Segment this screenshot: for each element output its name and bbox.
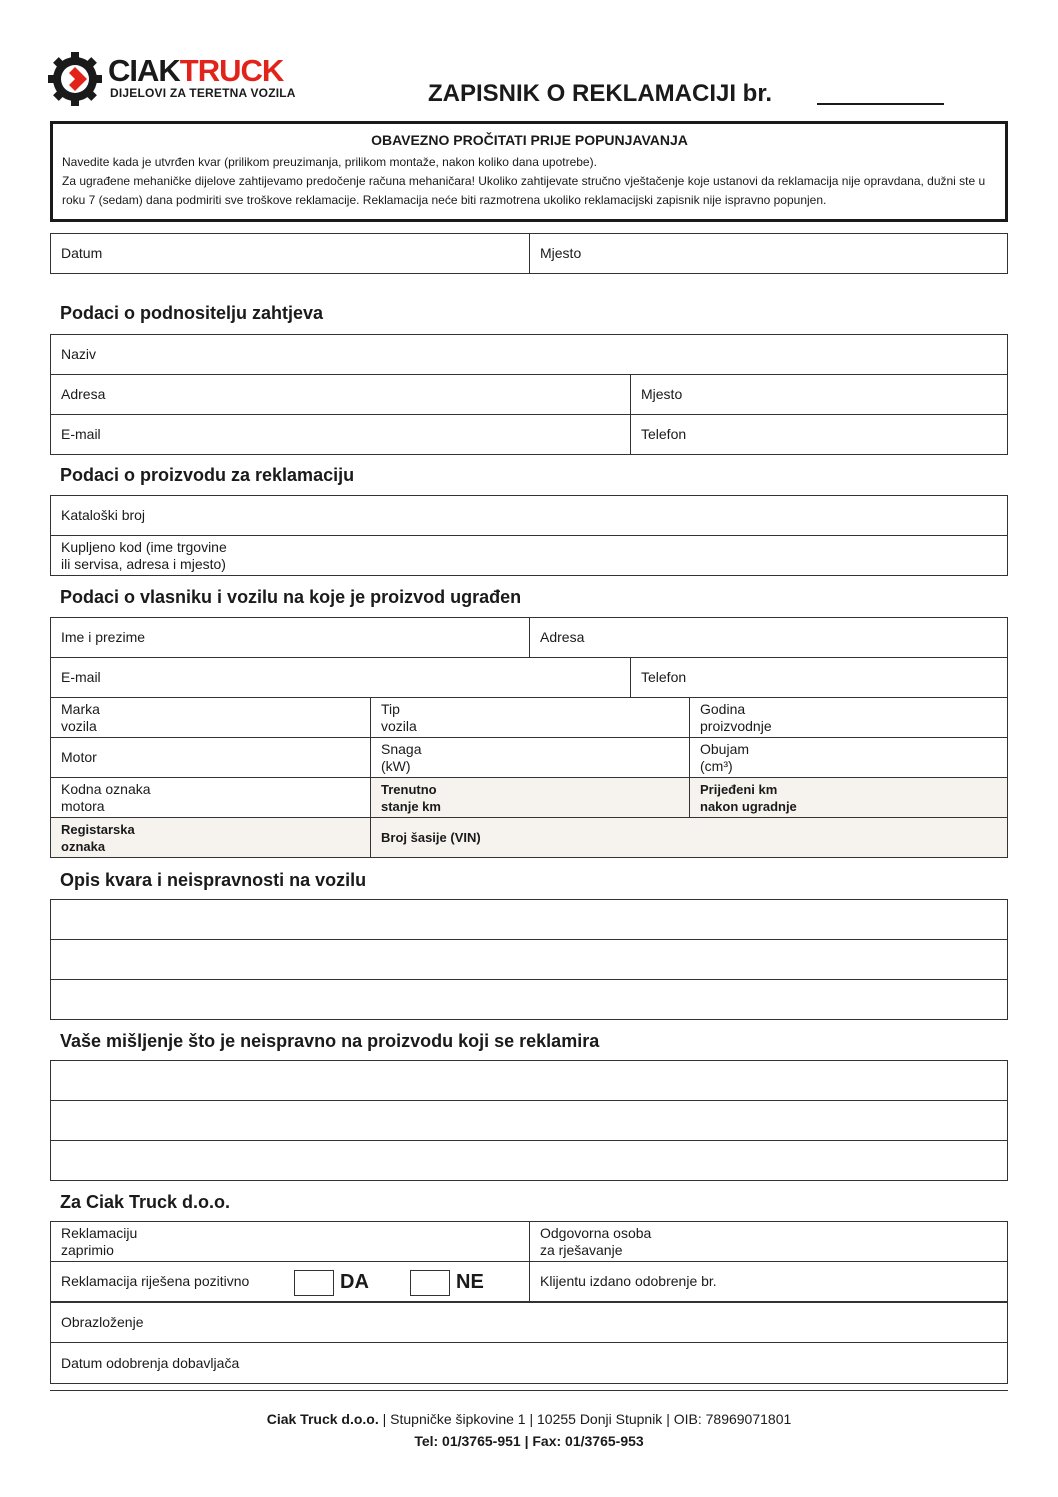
footer-divider bbox=[50, 1390, 1008, 1391]
applicant-name-row bbox=[50, 334, 1008, 375]
vehicle-row-1 bbox=[50, 697, 1008, 738]
vehicle-make-label-2: vozila bbox=[61, 717, 97, 734]
vin-label: Broj šasije (VIN) bbox=[381, 830, 481, 845]
owner-email-label: E-mail bbox=[61, 669, 101, 685]
registration-field[interactable] bbox=[51, 818, 370, 857]
owner-phone-field[interactable] bbox=[630, 658, 1007, 697]
fault-line-3[interactable] bbox=[50, 979, 1008, 1020]
yes-label: DA bbox=[340, 1271, 369, 1293]
footer-address-text: | Stupničke šipkovine 1 | 10255 Donji Stupnik | OIB: 78969071801 bbox=[382, 1411, 792, 1427]
opinion-line-2[interactable] bbox=[50, 1100, 1008, 1141]
power-field[interactable] bbox=[370, 738, 689, 777]
vehicle-type-label-2: vozila bbox=[381, 717, 417, 734]
engine-field[interactable] bbox=[51, 738, 370, 777]
displacement-label-2: (cm³) bbox=[700, 757, 733, 774]
catalog-number-field[interactable] bbox=[51, 496, 1007, 535]
purchased-from-field[interactable] bbox=[51, 536, 1007, 575]
purchased-row bbox=[50, 535, 1008, 576]
vin-field[interactable] bbox=[370, 818, 1007, 857]
displacement-field[interactable] bbox=[689, 738, 1007, 777]
applicant-contact-row bbox=[50, 414, 1008, 455]
fault-heading: Opis kvara i neispravnosti na vozilu bbox=[60, 870, 367, 890]
owner-email-field[interactable] bbox=[51, 658, 630, 697]
catalog-number-label: Kataloški broj bbox=[61, 507, 146, 523]
applicant-phone-label: Telefon bbox=[641, 426, 687, 442]
footer-address bbox=[0, 1411, 1058, 1427]
owner-phone-label: Telefon bbox=[641, 669, 687, 685]
owner-contact-row bbox=[50, 657, 1008, 698]
catalog-row bbox=[50, 495, 1008, 536]
company-heading: Za Ciak Truck d.o.o. bbox=[60, 1192, 231, 1212]
current-mileage-field[interactable] bbox=[370, 778, 689, 817]
applicant-heading: Podaci o podnositelju zahtjeva bbox=[60, 303, 324, 323]
applicant-address-row bbox=[50, 374, 1008, 415]
yes-checkbox[interactable] bbox=[294, 1270, 334, 1296]
applicant-email-field[interactable] bbox=[51, 415, 630, 454]
company-logo bbox=[48, 52, 318, 106]
current-mileage-label-1: Trenutno bbox=[381, 781, 437, 797]
owner-address-field[interactable] bbox=[529, 618, 1007, 657]
company-row-1 bbox=[50, 1221, 1008, 1262]
applicant-email-label: E-mail bbox=[61, 426, 101, 442]
registration-label-2: oznaka bbox=[61, 838, 106, 854]
resolved-positively-label: Reklamacija riješena pozitivno bbox=[61, 1273, 250, 1289]
km-since-install-label-2: nakon ugradnje bbox=[700, 798, 797, 814]
applicant-place-field[interactable] bbox=[630, 375, 1007, 414]
gear-icon bbox=[48, 52, 102, 106]
owner-address-label: Adresa bbox=[540, 629, 585, 645]
company-row-3 bbox=[50, 1302, 1008, 1343]
applicant-address-label: Adresa bbox=[61, 386, 106, 402]
responsible-person-label-1: Odgovorna osoba bbox=[540, 1224, 652, 1241]
applicant-name-field[interactable] bbox=[51, 335, 1007, 374]
credit-note-label: Klijentu izdano odobrenje br. bbox=[540, 1273, 717, 1289]
vehicle-type-field[interactable] bbox=[370, 698, 689, 737]
company-row-2 bbox=[50, 1261, 1008, 1302]
vehicle-row-3 bbox=[50, 777, 1008, 818]
opinion-line-1[interactable] bbox=[50, 1060, 1008, 1101]
power-label-1: Snaga bbox=[381, 740, 422, 757]
purchased-label-2: ili servisa, adresa i mjesto) bbox=[61, 555, 226, 572]
vehicle-year-label-1: Godina bbox=[700, 700, 746, 717]
purchased-label-1: Kupljeno kod (ime trgovine bbox=[61, 538, 227, 555]
company-row-4 bbox=[50, 1342, 1008, 1384]
no-label: NE bbox=[456, 1271, 484, 1293]
notice-heading: OBAVEZNO PROČITATI PRIJE POPUNJAVANJA bbox=[371, 132, 688, 148]
vehicle-make-field[interactable] bbox=[51, 698, 370, 737]
registration-label-1: Registarska bbox=[61, 821, 135, 837]
fault-line-2[interactable] bbox=[50, 939, 1008, 980]
fault-line-1[interactable] bbox=[50, 899, 1008, 940]
engine-code-label-2: motora bbox=[61, 797, 105, 814]
current-mileage-label-2: stanje km bbox=[381, 798, 441, 814]
number-field[interactable] bbox=[817, 103, 944, 105]
vehicle-make-label-1: Marka bbox=[61, 700, 100, 717]
vehicle-row-4 bbox=[50, 817, 1008, 858]
engine-code-field[interactable] bbox=[51, 778, 370, 817]
explanation-field[interactable] bbox=[51, 1303, 1007, 1342]
product-heading: Podaci o proizvodu za reklamaciju bbox=[60, 465, 355, 485]
applicant-address-field[interactable] bbox=[51, 375, 630, 414]
place-label: Mjesto bbox=[540, 245, 582, 261]
owner-name-row bbox=[50, 617, 1008, 658]
logo-tagline: DIJELOVI ZA TERETNA VOZILA bbox=[110, 86, 296, 100]
date-label: Datum bbox=[61, 245, 103, 261]
notice-box bbox=[50, 121, 1008, 222]
supplier-approval-date-label: Datum odobrenja dobavljača bbox=[61, 1354, 240, 1371]
vehicle-year-label-2: proizvodnje bbox=[700, 717, 772, 734]
received-by-label-2: zaprimio bbox=[61, 1241, 114, 1258]
engine-code-label-1: Kodna oznaka bbox=[61, 780, 151, 797]
owner-heading: Podaci o vlasniku i vozilu na koje je proizvod ugrađen bbox=[60, 587, 522, 607]
applicant-place-label: Mjesto bbox=[641, 386, 683, 402]
notice-line-2: Za ugrađene mehaničke dijelove zahtijevamo predočenje računa mehaničara! Ukoliko zahtijevate stručno vještačenje koje ustanovi da reklamacija nije opravdana, dužni ste u roku 7 (sedam) dana podmiriti sve troškove reklamacije. Reklamacija neće biti razmotrena ukoliko reklamacijski zapisnik nije ispravno popunjen. bbox=[62, 174, 986, 207]
displacement-label-1: Obujam bbox=[700, 740, 750, 757]
vehicle-row-2 bbox=[50, 737, 1008, 778]
owner-name-field[interactable] bbox=[51, 618, 529, 657]
no-checkbox[interactable] bbox=[410, 1270, 450, 1296]
applicant-phone-field[interactable] bbox=[630, 415, 1007, 454]
owner-name-label: Ime i prezime bbox=[61, 629, 146, 645]
explanation-label: Obrazloženje bbox=[61, 1314, 144, 1330]
date-place-row bbox=[50, 233, 1008, 274]
notice-line-1: Navedite kada je utvrđen kvar (prilikom preuzimanja, prilikom montaže, nakon koliko dana upotrebe). bbox=[62, 155, 597, 169]
power-label-2: (kW) bbox=[381, 757, 411, 774]
km-since-install-field[interactable] bbox=[689, 778, 1007, 817]
received-by-field[interactable] bbox=[51, 1222, 529, 1261]
opinion-line-3[interactable] bbox=[50, 1140, 1008, 1181]
date-field[interactable] bbox=[51, 234, 529, 273]
engine-label: Motor bbox=[61, 749, 97, 765]
footer-contact: Tel: 01/3765-951 | Fax: 01/3765-953 bbox=[414, 1433, 644, 1449]
applicant-name-label: Naziv bbox=[61, 346, 97, 362]
opinion-heading: Vaše mišljenje što je neispravno na proizvodu koji se reklamira bbox=[60, 1031, 600, 1051]
document-title: ZAPISNIK O REKLAMACIJI br. bbox=[428, 80, 773, 107]
received-by-label-1: Reklamaciju bbox=[61, 1224, 138, 1241]
footer-company: Ciak Truck d.o.o. bbox=[266, 1411, 379, 1427]
km-since-install-label-1: Prijeđeni km bbox=[700, 781, 778, 797]
credit-note-field[interactable] bbox=[529, 1262, 1007, 1301]
vehicle-type-label-1: Tip bbox=[381, 700, 400, 717]
logo-wordmark: CIAKTRUCK bbox=[108, 53, 284, 88]
place-field[interactable] bbox=[529, 234, 1007, 273]
vehicle-year-field[interactable] bbox=[689, 698, 1007, 737]
supplier-approval-date-field[interactable] bbox=[51, 1343, 1007, 1383]
responsible-person-field[interactable] bbox=[529, 1222, 1007, 1261]
responsible-person-label-2: za rješavanje bbox=[540, 1241, 623, 1258]
